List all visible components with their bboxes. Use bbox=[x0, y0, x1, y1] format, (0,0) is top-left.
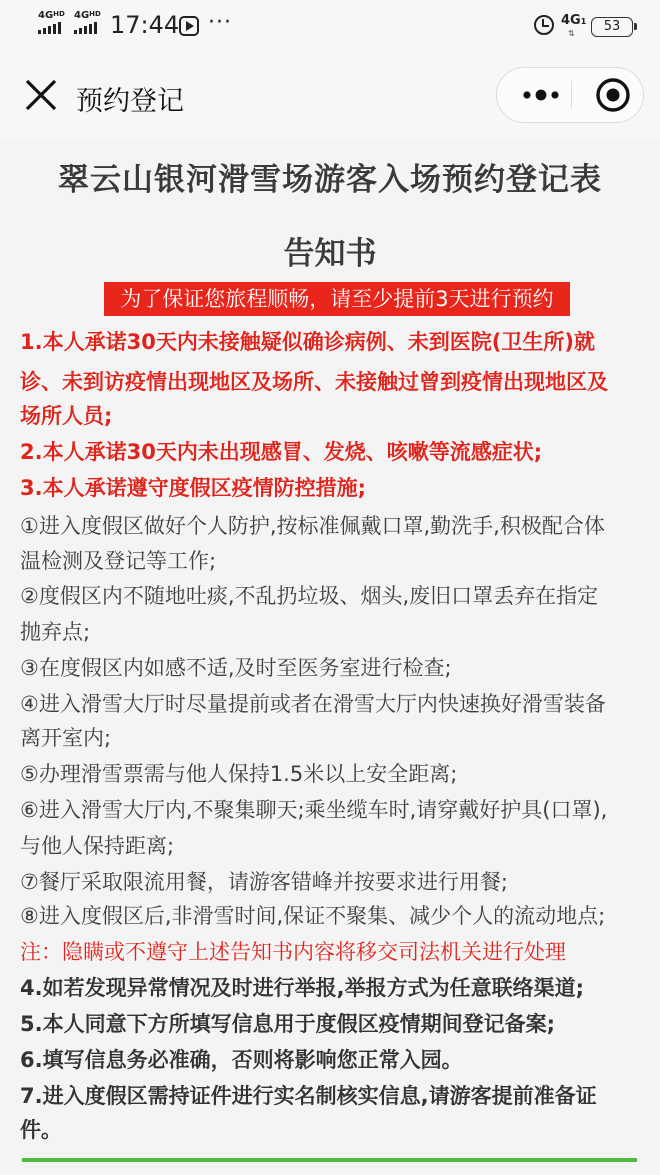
reservation-banner: 为了保证您旅程顺畅，请至少提前3天进行预约 bbox=[104, 282, 570, 316]
signal-bars-icon bbox=[38, 22, 61, 34]
notice-line: ①进入度假区做好个人防护,按标准佩戴口罩,勤洗手,积极配合体 bbox=[20, 514, 605, 538]
notice-heading: 告知书 bbox=[283, 236, 377, 272]
alarm-icon bbox=[534, 15, 554, 35]
notice-line: 1.本人承诺30天内未接触疑似确诊病例、未到医院(卫生所)就 bbox=[20, 330, 596, 354]
form-title: 翠云山银河滑雪场游客入场预约登记表 bbox=[58, 162, 602, 198]
notice-line: 7.进入度假区需持证件进行实名制核实信息,请游客提前准备证 bbox=[20, 1084, 597, 1108]
more-menu-icon[interactable] bbox=[515, 78, 571, 112]
notice-line: 抛弃点; bbox=[20, 620, 91, 644]
notice-line: 离开室内; bbox=[20, 726, 112, 750]
notice-line: 3.本人承诺遵守度假区疫情防控措施; bbox=[20, 476, 366, 500]
notice-line: 4.如若发现异常情况及时进行举报,举报方式为任意联络渠道; bbox=[20, 976, 584, 1000]
notice-line: ⑥进入滑雪大厅内,不聚集聊天;乘坐缆车时,请穿戴好护具(口罩), bbox=[20, 798, 608, 822]
page-title: 预约登记 bbox=[76, 86, 184, 117]
notice-line: ②度假区内不随地吐痰,不乱扔垃圾、烟头,废旧口罩丢弃在指定 bbox=[20, 584, 599, 608]
notice-line: 件。 bbox=[20, 1118, 62, 1142]
close-icon[interactable] bbox=[24, 78, 58, 112]
notice-line: 温检测及登记等工作; bbox=[20, 549, 217, 573]
more-notifications-icon: ··· bbox=[208, 10, 232, 35]
notice-line: ④进入滑雪大厅时尽量提前或者在滑雪大厅内快速换好滑雪装备 bbox=[20, 692, 606, 716]
battery-icon: 53 bbox=[591, 17, 633, 37]
clock: 17:44 bbox=[110, 11, 180, 39]
notice-line: ⑤办理滑雪票需与他人保持1.5米以上安全距离; bbox=[20, 762, 458, 786]
exit-miniprogram-icon[interactable] bbox=[595, 77, 631, 113]
nav-bar bbox=[0, 52, 660, 140]
notice-line: ⑦餐厅采取限流用餐，请游客错峰并按要求进行用餐; bbox=[20, 870, 508, 894]
signal-label-1: $4G^{HD}$ bbox=[38, 10, 65, 21]
progress-divider bbox=[22, 1158, 637, 1162]
notice-line: ③在度假区内如感不适,及时至医务室进行检查; bbox=[20, 656, 452, 680]
warning-note: 注：隐瞒或不遵守上述告知书内容将移交司法机关进行处理 bbox=[20, 940, 566, 964]
signal-label-2: $4G^{HD}$ bbox=[74, 10, 101, 21]
document-content bbox=[0, 140, 660, 1175]
miniprogram-capsule bbox=[496, 67, 644, 123]
notice-line: 2.本人承诺30天内未出现感冒、发烧、咳嗽等流感症状; bbox=[20, 440, 543, 464]
signal-bars-icon bbox=[74, 22, 97, 34]
notice-line: 诊、未到访疫情出现地区及场所、未接触过曾到疫情出现地区及 bbox=[20, 370, 608, 394]
video-app-icon bbox=[179, 16, 199, 36]
capsule-divider bbox=[571, 81, 572, 109]
notice-line: 5.本人同意下方所填写信息用于度假区疫情期间登记备案; bbox=[20, 1012, 555, 1036]
notice-line: 场所人员; bbox=[20, 404, 113, 428]
notice-line: 6.填写信息务必准确，否则将影响您正常入园。 bbox=[20, 1048, 463, 1072]
network-type: 4G1 bbox=[561, 13, 587, 28]
notice-line: 与他人保持距离; bbox=[20, 834, 175, 858]
notice-line: ⑧进入度假区后,非滑雪时间,保证不聚集、减少个人的流动地点; bbox=[20, 904, 606, 928]
status-bar bbox=[0, 0, 660, 52]
data-activity-icon: ⇅ bbox=[568, 29, 575, 38]
